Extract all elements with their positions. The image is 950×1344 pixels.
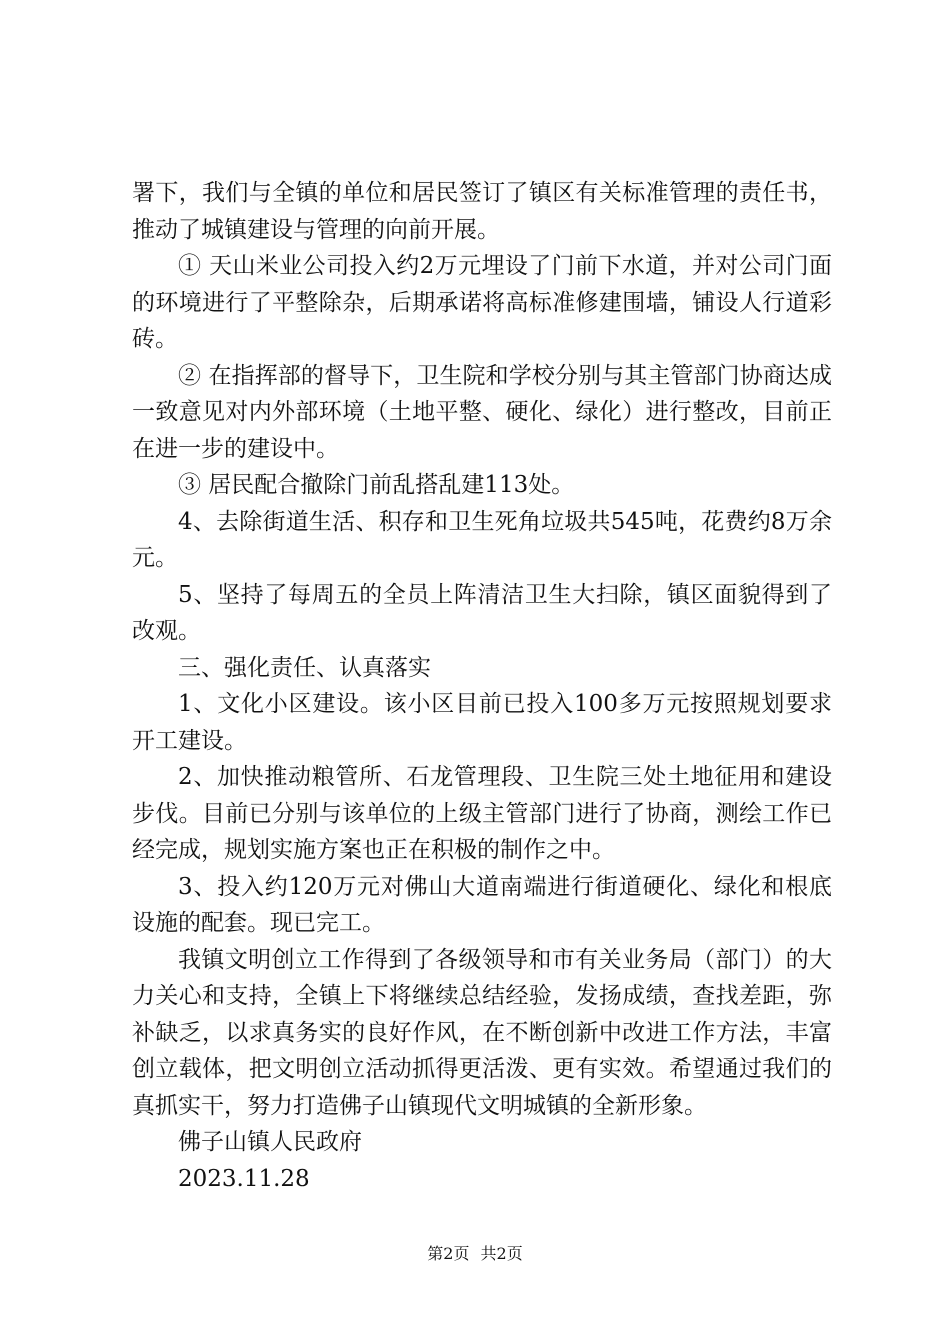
paragraph-4: ③ 居民配合撤除门前乱搭乱建113处。 [178,472,575,498]
paragraph-10: 3、投入约120万元对佛山大道南端进行街道硬化、绿化和根底设施的配套。现已完工。 [132,873,832,936]
paragraph-11: 我镇文明创立工作得到了各级领导和市有关业务局（部门）的大力关心和支持，全镇上下将继续总结经验，发扬成绩，查找差距，弥补缺乏，以求真务实的良好作风，在不断创新中改进工作方法，丰富创立载体，把文明创立活动抓得更活泼、更有实效。希望通过我们的真抓实干，努力打造佛子山镇现代文明城镇的全新形象。 [132,946,832,1119]
page-number: 第2页 [427,1244,470,1263]
paragraph-3: ② 在指挥部的督导下，卫生院和学校分别与其主管部门协商达成一致意见对内外部环境（土地平整、硬化、绿化）进行整改，目前正在进一步的建设中。 [132,362,832,462]
paragraph-6: 5、坚持了每周五的全员上阵清洁卫生大扫除，镇区面貌得到了改观。 [132,581,832,644]
page-footer [0,1241,950,1264]
paragraph-1: 署下，我们与全镇的单位和居民签订了镇区有关标准管理的责任书，推动了城镇建设与管理的向前开展。 [132,180,832,243]
paragraph-2: ① 天山米业公司投入约2万元埋设了门前下水道，并对公司门面的环境进行了平整除杂，后期承诺将高标准修建围墙，铺设人行道彩砖。 [132,253,832,352]
paragraph-9: 2、加快推动粮管所、石龙管理段、卫生院三处土地征用和建设步伐。目前已分别与该单位的上级主管部门进行了协商，测绘工作已经完成，规划实施方案也正在积极的制作之中。 [132,764,832,863]
paragraph-5: 4、去除街道生活、积存和卫生死角垃圾共545吨，花费约8万余元。 [132,508,832,571]
section-heading: 三、强化责任、认真落实 [178,654,431,681]
document-body [132,175,832,1197]
signature-date: 2023.11.28 [178,1165,310,1192]
paragraph-8: 1、文化小区建设。该小区目前已投入100多万元按照规划要求开工建设。 [132,691,832,754]
signature-organization: 佛子山镇人民政府 [178,1129,362,1155]
page-total: 共2页 [480,1244,523,1263]
